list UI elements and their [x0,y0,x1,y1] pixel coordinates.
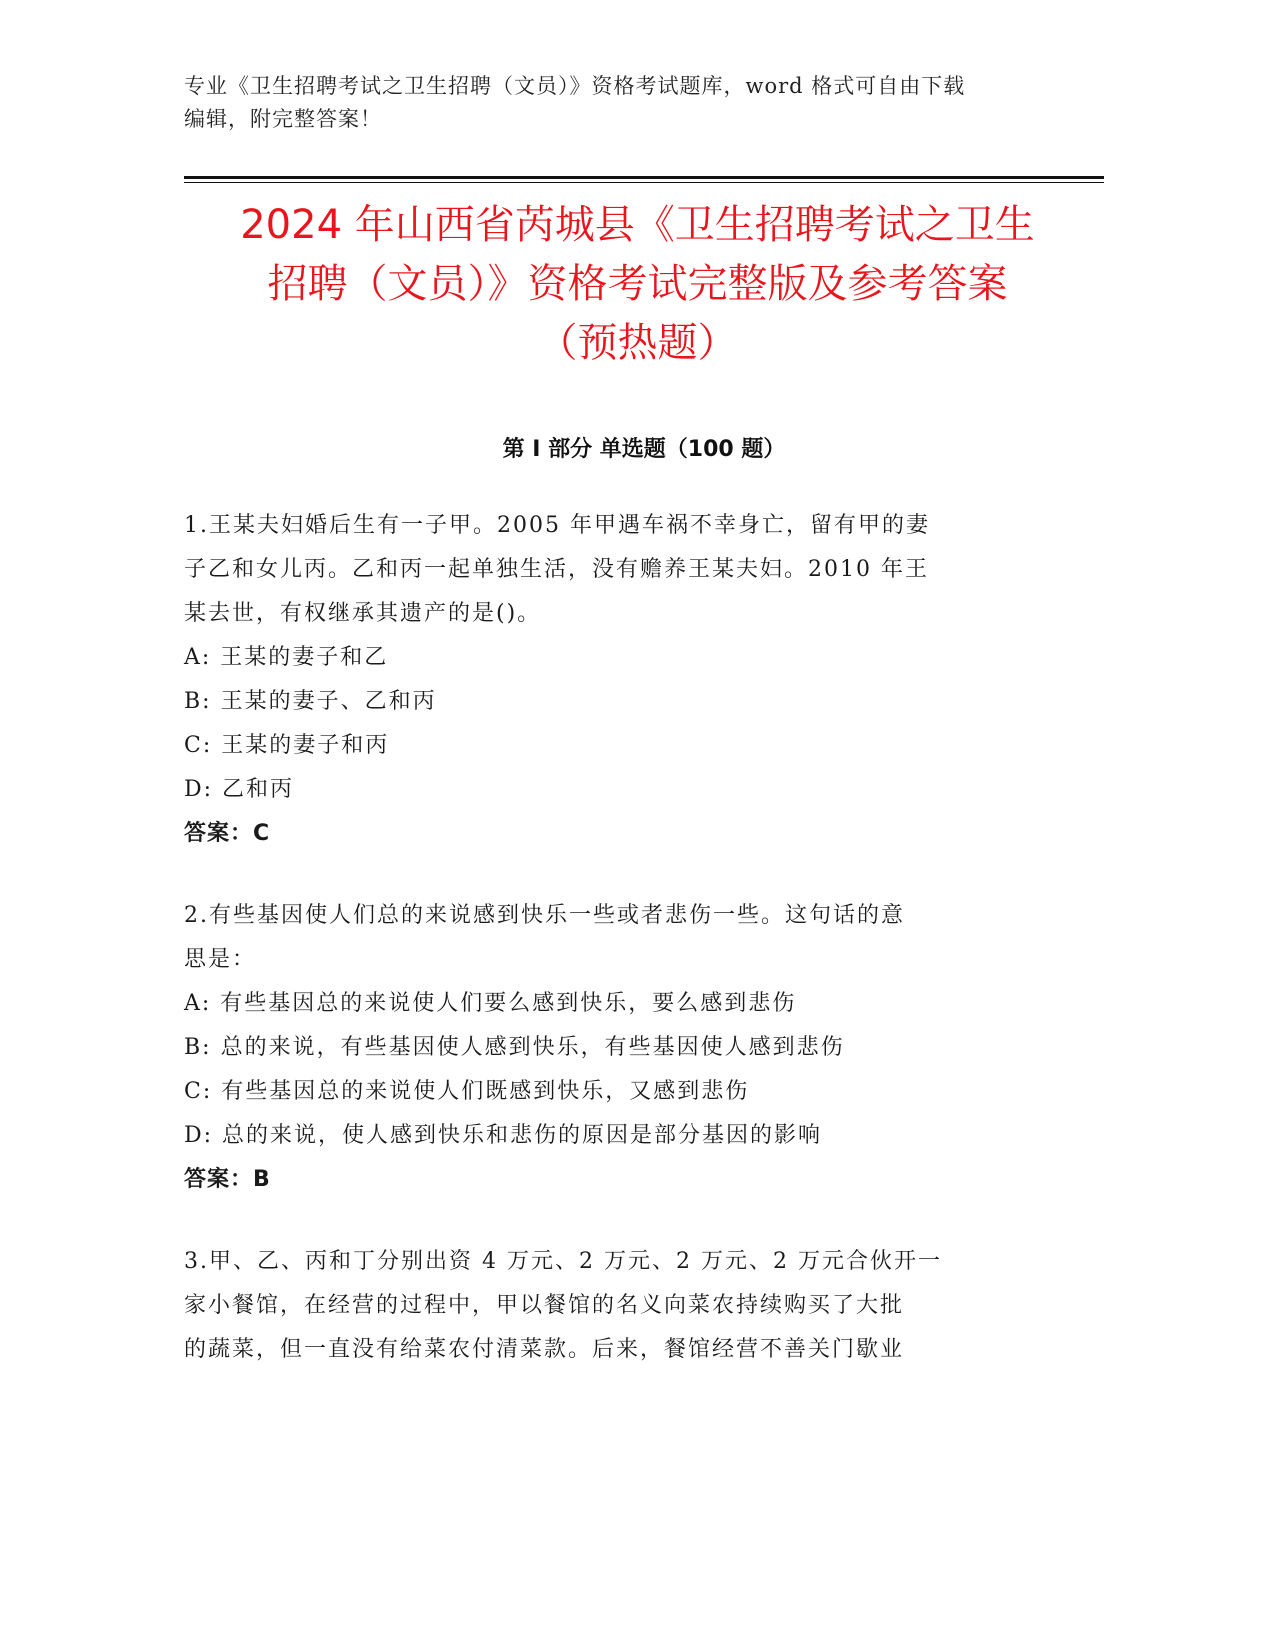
question-stem-line: 子乙和女儿丙。乙和丙一起单独生活，没有赡养王某夫妇。2010 年王 [184,557,929,582]
header-note-line-1: 专业《卫生招聘考试之卫生招聘（文员）》资格考试题库，word 格式可自由下载 [184,74,966,98]
title-line-2: 招聘（文员）》资格考试完整版及参考答案 [267,261,1008,307]
option-b: B: 总的来说，有些基因使人感到快乐，有些基因使人感到悲伤 [184,1035,845,1060]
option-a: A: 王某的妻子和乙 [184,645,389,670]
question-stem-line: 家小餐馆，在经营的过程中，甲以餐馆的名义向菜农持续购买了大批 [184,1293,905,1318]
question-stem-line: 1.王某夫妇婚后生有一子甲。2005 年甲遇车祸不幸身亡，留有甲的妻 [184,513,930,538]
question-stem-line: 2.有些基因使人们总的来说感到快乐一些或者悲伤一些。这句话的意 [184,903,905,928]
header-divider-thin [184,182,1104,183]
question-stem [184,1240,1084,1372]
question-stem-line: 3.甲、乙、丙和丁分别出资 4 万元、2 万元、2 万元、2 万元合伙开一 [184,1249,942,1274]
title-line-3: （预热题） [537,320,738,366]
answer-label: 答案：B [184,1167,271,1192]
header-note-line-2: 编辑，附完整答案！ [184,107,382,131]
option-c: C: 王某的妻子和丙 [184,733,390,758]
question-stem-line: 的蔬菜，但一直没有给菜农付清菜款。后来，餐馆经营不善关门歇业 [184,1337,905,1362]
section-heading: 第 I 部分 单选题（100 题） [502,437,786,462]
option-d: D: 总的来说，使人感到快乐和悲伤的原因是部分基因的影响 [184,1123,823,1148]
header-note [184,70,1064,136]
question-1 [184,504,1084,856]
question-3 [184,1240,1084,1372]
option-b: B: 王某的妻子、乙和丙 [184,689,437,714]
document-title [160,196,1115,373]
question-stem [184,894,1084,982]
option-a: A: 有些基因总的来说使人们要么感到快乐，要么感到悲伤 [184,991,797,1016]
option-d: D: 乙和丙 [184,777,295,802]
question-stem-line: 某去世，有权继承其遗产的是()。 [184,601,542,626]
question-stem-line: 思是： [184,947,257,972]
header-divider-thick [184,176,1104,179]
question-2 [184,894,1084,1202]
question-stem [184,504,1084,636]
title-line-1: 2024 年山西省芮城县《卫生招聘考试之卫生 [240,202,1035,248]
answer-label: 答案：C [184,821,271,846]
option-c: C: 有些基因总的来说使人们既感到快乐，又感到悲伤 [184,1079,750,1104]
